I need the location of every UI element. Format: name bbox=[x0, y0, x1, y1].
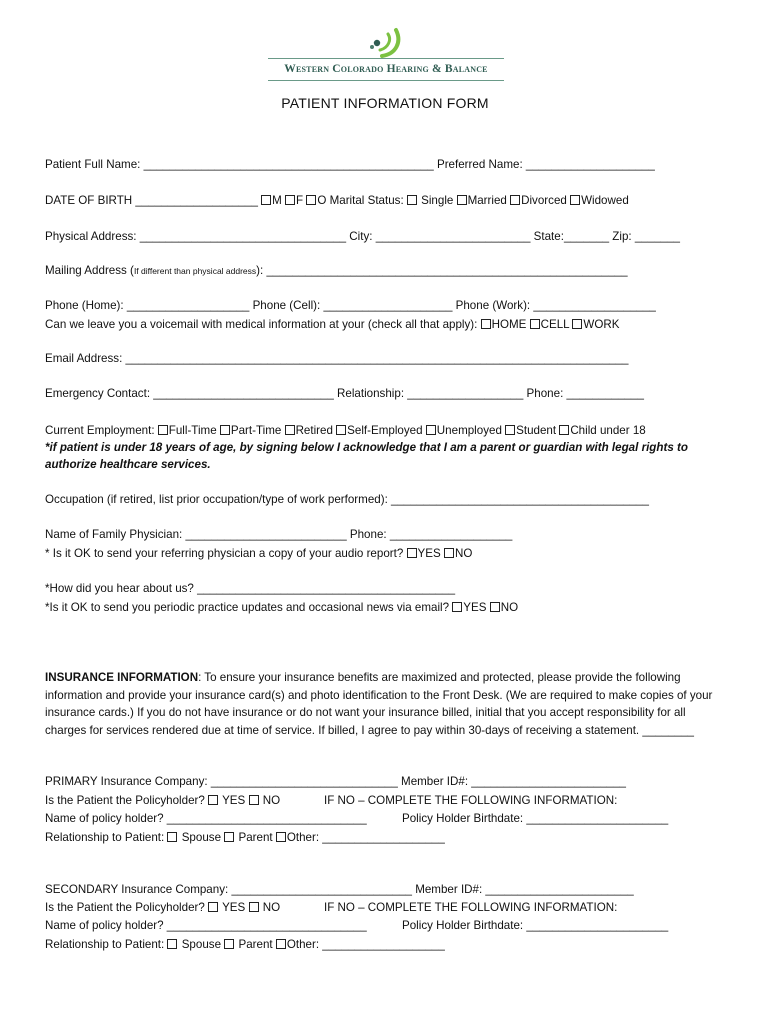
employment-line bbox=[45, 423, 646, 439]
empty-checkbox-icon[interactable] bbox=[530, 319, 540, 329]
empty-checkbox-icon[interactable] bbox=[510, 195, 520, 205]
empty-checkbox-icon[interactable] bbox=[559, 425, 569, 435]
empty-checkbox-icon[interactable] bbox=[407, 548, 417, 558]
empty-checkbox-icon[interactable] bbox=[261, 195, 271, 205]
audio-report-question: * Is it OK to send your referring physician a copy of your audio report? bbox=[45, 547, 407, 560]
dob-label: DATE OF BIRTH ___________________ bbox=[45, 194, 262, 207]
empty-checkbox-icon[interactable] bbox=[208, 902, 218, 912]
no-label: NO bbox=[454, 547, 473, 560]
empty-checkbox-icon[interactable] bbox=[249, 795, 259, 805]
secondary-relationship-line bbox=[45, 937, 445, 953]
mailing-note: If different than physical address bbox=[133, 266, 257, 276]
secondary-holder-birthdate-line: Policy Holder Birthdate: ______________________ bbox=[402, 919, 669, 932]
sex-f-label: F bbox=[296, 194, 307, 207]
empty-checkbox-icon[interactable] bbox=[452, 602, 462, 612]
empty-checkbox-icon[interactable] bbox=[276, 832, 286, 842]
spouse-label: Spouse bbox=[178, 938, 225, 951]
sex-m-label: M bbox=[272, 194, 286, 207]
part-time-label: Part-Time bbox=[230, 424, 285, 437]
empty-checkbox-icon[interactable] bbox=[505, 425, 515, 435]
mailing-blank: ): ________________________________________________________ bbox=[256, 264, 628, 277]
empty-checkbox-icon[interactable] bbox=[285, 195, 295, 205]
single-label: Single bbox=[417, 194, 457, 207]
policyholder-question: Is the Patient the Policyholder? bbox=[45, 794, 209, 807]
empty-checkbox-icon[interactable] bbox=[220, 425, 230, 435]
email-updates-line bbox=[45, 600, 518, 616]
form-title: PATIENT INFORMATION FORM bbox=[281, 95, 489, 111]
empty-checkbox-icon[interactable] bbox=[336, 425, 346, 435]
voicemail-line bbox=[45, 317, 620, 333]
primary-relationship-line bbox=[45, 830, 445, 846]
empty-checkbox-icon[interactable] bbox=[224, 939, 234, 949]
empty-checkbox-icon[interactable] bbox=[426, 425, 436, 435]
spouse-label: Spouse bbox=[178, 831, 225, 844]
logo-rule-bottom bbox=[268, 80, 504, 81]
policyholder-question: Is the Patient the Policyholder? bbox=[45, 901, 209, 914]
empty-checkbox-icon[interactable] bbox=[249, 902, 259, 912]
empty-checkbox-icon[interactable] bbox=[158, 425, 168, 435]
other-label: Other: ___________________ bbox=[286, 938, 445, 951]
marital-label: O Marital Status: bbox=[317, 194, 407, 207]
primary-holder-birthdate-line: Policy Holder Birthdate: ______________________ bbox=[402, 812, 669, 825]
full-time-label: Full-Time bbox=[168, 424, 220, 437]
relationship-label: Relationship to Patient: bbox=[45, 938, 168, 951]
voicemail-question: Can we leave you a voicemail with medical information at your (check all that apply): bbox=[45, 318, 481, 331]
mailing-label: Mailing Address ( bbox=[45, 264, 134, 277]
primary-policyholder-line bbox=[45, 793, 280, 809]
ear-waves-logo-icon bbox=[366, 26, 406, 62]
empty-checkbox-icon[interactable] bbox=[306, 195, 316, 205]
empty-checkbox-icon[interactable] bbox=[276, 939, 286, 949]
patient-name-line: Patient Full Name: _____________________________________________ Preferred Name: ____________________ bbox=[45, 158, 655, 171]
yes-label: YES bbox=[219, 794, 249, 807]
retired-label: Retired bbox=[295, 424, 337, 437]
no-label: NO bbox=[500, 601, 519, 614]
parent-label: Parent bbox=[235, 938, 276, 951]
self-employed-label: Self-Employed bbox=[347, 424, 426, 437]
relationship-label: Relationship to Patient: bbox=[45, 831, 168, 844]
empty-checkbox-icon[interactable] bbox=[167, 939, 177, 949]
empty-checkbox-icon[interactable] bbox=[167, 832, 177, 842]
email-line: Email Address: ______________________________________________________________________________ bbox=[45, 352, 629, 365]
emergency-contact-line: Emergency Contact: ____________________________ Relationship: __________________ Phone: ____________ bbox=[45, 387, 644, 400]
phone-line: Phone (Home): ___________________ Phone (Cell): ____________________ Phone (Work): ___________________ bbox=[45, 299, 656, 312]
empty-checkbox-icon[interactable] bbox=[570, 195, 580, 205]
yes-label: YES bbox=[417, 547, 444, 560]
no-label: NO bbox=[259, 901, 281, 914]
student-label: Student bbox=[516, 424, 560, 437]
insurance-heading: INSURANCE INFORMATION bbox=[45, 671, 199, 684]
home-label: HOME bbox=[491, 318, 530, 331]
logo-rule-top bbox=[268, 58, 504, 59]
logo-text: Western Colorado Hearing & Balance bbox=[284, 63, 488, 75]
insurance-text: : To ensure your insurance benefits are maximized and protected, please provide the following information and provide your insurance card(s) and photo identification to the Front Desk. (We are required to make copies of your insurance cards.) If you do not have insurance or do not want your insurance billed, initial that you accept responsibility for all charges for services rendered due at time of service. If billed, I agree to pay within 30-days of receiving a statement. ________ bbox=[45, 671, 713, 737]
empty-checkbox-icon[interactable] bbox=[407, 195, 417, 205]
insurance-paragraph bbox=[45, 669, 730, 739]
occupation-line: Occupation (if retired, list prior occupation/type of work performed): ________________________________________ bbox=[45, 493, 649, 506]
physical-address-line: Physical Address: ________________________________ City: ________________________ State:_______ Zip: _______ bbox=[45, 230, 680, 243]
parent-label: Parent bbox=[235, 831, 276, 844]
empty-checkbox-icon[interactable] bbox=[457, 195, 467, 205]
practice-logo bbox=[268, 26, 504, 82]
cell-label: CELL bbox=[540, 318, 573, 331]
unemployed-label: Unemployed bbox=[436, 424, 506, 437]
minor-notice-line1: *if patient is under 18 years of age, by signing below I acknowledge that I am a parent or guardian with legal rights to bbox=[45, 441, 688, 454]
secondary-company-line: SECONDARY Insurance Company: ____________________________ Member ID#: _______________________ bbox=[45, 883, 634, 896]
dob-marital-line bbox=[45, 193, 629, 209]
employment-label: Current Employment: bbox=[45, 424, 158, 437]
referral-source-line: *How did you hear about us? ________________________________________ bbox=[45, 582, 456, 595]
work-label: WORK bbox=[583, 318, 620, 331]
no-label: NO bbox=[259, 794, 281, 807]
primary-if-no-note: IF NO – COMPLETE THE FOLLOWING INFORMATION: bbox=[324, 794, 618, 807]
audio-report-line bbox=[45, 546, 472, 562]
empty-checkbox-icon[interactable] bbox=[481, 319, 491, 329]
empty-checkbox-icon[interactable] bbox=[285, 425, 295, 435]
yes-label: YES bbox=[219, 901, 249, 914]
widowed-label: Widowed bbox=[581, 194, 629, 207]
secondary-policyholder-line bbox=[45, 900, 280, 916]
secondary-holder-name-line: Name of policy holder? _______________________________ bbox=[45, 919, 367, 932]
yes-label: YES bbox=[463, 601, 490, 614]
minor-notice-line2: authorize healthcare services. bbox=[45, 458, 211, 471]
email-updates-question: *Is it OK to send you periodic practice updates and occasional news via email? bbox=[45, 601, 453, 614]
empty-checkbox-icon[interactable] bbox=[224, 832, 234, 842]
other-label: Other: ___________________ bbox=[286, 831, 445, 844]
divorced-label: Divorced bbox=[521, 194, 571, 207]
secondary-if-no-note: IF NO – COMPLETE THE FOLLOWING INFORMATION: bbox=[324, 901, 618, 914]
primary-holder-name-line: Name of policy holder? _______________________________ bbox=[45, 812, 367, 825]
empty-checkbox-icon[interactable] bbox=[208, 795, 218, 805]
empty-checkbox-icon[interactable] bbox=[490, 602, 500, 612]
child-label: Child under 18 bbox=[570, 424, 646, 437]
primary-company-line: PRIMARY Insurance Company: _____________________________ Member ID#: ________________________ bbox=[45, 775, 627, 788]
physician-line: Name of Family Physician: _________________________ Phone: ___________________ bbox=[45, 528, 513, 541]
empty-checkbox-icon[interactable] bbox=[444, 548, 454, 558]
empty-checkbox-icon[interactable] bbox=[572, 319, 582, 329]
mailing-address-line bbox=[45, 263, 628, 279]
married-label: Married bbox=[467, 194, 511, 207]
